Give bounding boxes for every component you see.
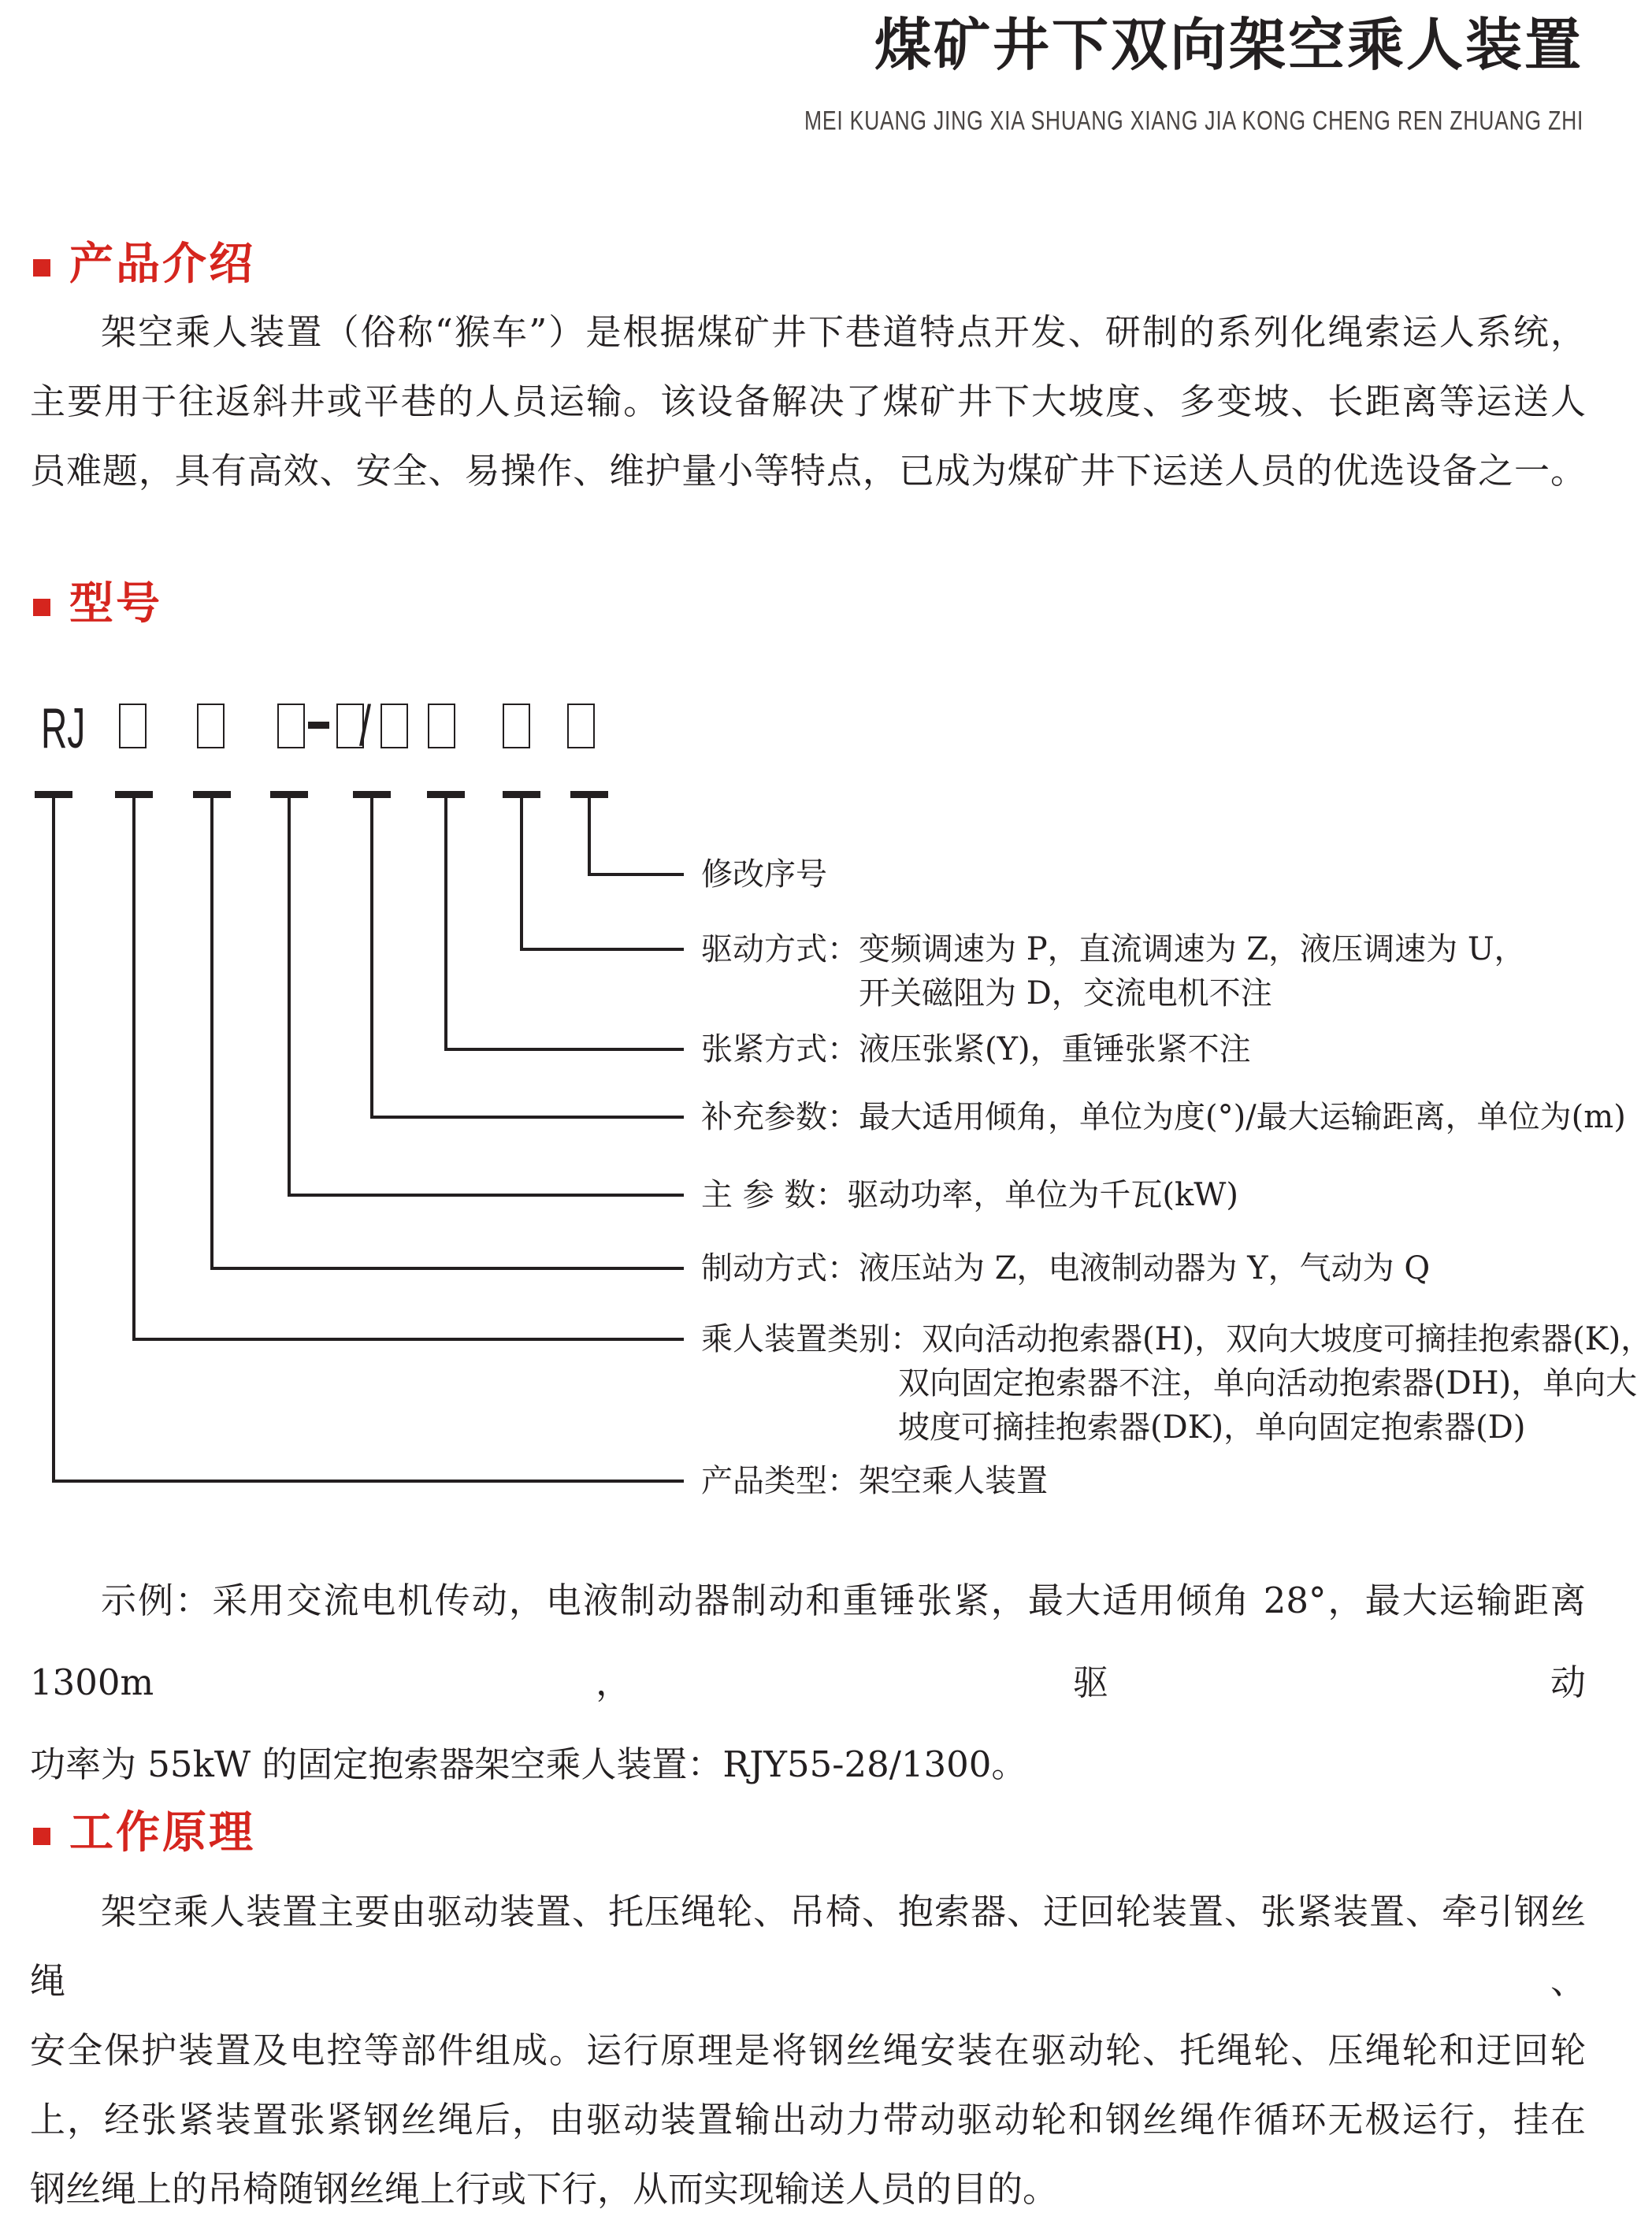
legend-line: 修改序号 <box>701 856 827 893</box>
section-heading-working-principle <box>33 1807 255 1858</box>
model-example-paragraph <box>30 1560 1586 1806</box>
model-leader-vline-4 <box>288 791 291 1197</box>
principle-paragraph <box>30 1877 1586 2224</box>
legend-line: 产品类型：架空乘人装置 <box>701 1463 1048 1499</box>
model-leader-hline-1 <box>52 1480 684 1483</box>
paragraph-line: 示例：采用交流电机传动，电液制动器制动和重锤张紧，最大适用倾角 28°，最大运输距离 1300m，驱动 <box>30 1580 1586 1703</box>
legend-line: 坡度可摘挂抱索器(DK)，单向固定抱索器(D) <box>898 1409 1526 1446</box>
legend-revision-number <box>701 852 1611 897</box>
legend-line: 双向固定抱索器不注，单向活动抱索器(DH)，单向大 <box>898 1365 1638 1402</box>
model-leader-vline-5 <box>370 791 373 1119</box>
legend-line: 主 参 数：驱动功率，单位为千瓦(kW) <box>701 1177 1238 1213</box>
page-title-pinyin: MEI KUANG JING XIA SHUANG XIANG JIA KONG CHENG REN ZHUANG ZHI <box>804 105 1583 136</box>
section-title-working-principle: 工作原理 <box>69 1807 255 1857</box>
model-leader-hline-5 <box>370 1116 684 1119</box>
legend-line: 乘人装置类别：双向活动抱索器(H)，双向大坡度可摘挂抱索器(K)， <box>701 1321 1652 1357</box>
legend-drive-mode <box>701 927 1611 1015</box>
intro-paragraph <box>30 298 1586 506</box>
model-leader-hline-6 <box>444 1048 684 1051</box>
model-box-3 <box>277 704 305 748</box>
legend-line: 开关磁阻为 D，交流电机不注 <box>859 975 1272 1012</box>
section-title-model: 型号 <box>69 578 162 628</box>
model-prefix: RJ <box>41 697 86 760</box>
model-slash: / <box>359 695 372 758</box>
model-box-2 <box>197 704 225 748</box>
model-leader-vline-7 <box>520 791 523 951</box>
model-leader-vline-3 <box>210 791 213 1270</box>
model-leader-hline-3 <box>210 1267 684 1270</box>
model-box-1 <box>119 704 147 748</box>
legend-line: 张紧方式：液压张紧(Y)，重锤张紧不注 <box>701 1031 1251 1067</box>
model-leader-hline-8 <box>588 873 684 876</box>
model-leader-hline-7 <box>520 948 684 951</box>
model-dash <box>308 722 329 729</box>
legend-tension-mode <box>701 1027 1611 1071</box>
section-heading-model <box>33 578 162 629</box>
model-leader-hline-2 <box>132 1338 684 1341</box>
legend-line: 驱动方式：变频调速为 P，直流调速为 Z，液压调速为 U， <box>701 931 1526 967</box>
model-box-5 <box>381 704 408 748</box>
legend-brake-mode <box>701 1246 1611 1290</box>
red-square-bullet-icon <box>33 259 50 277</box>
paragraph-line: 架空乘人装置主要由驱动装置、托压绳轮、吊椅、抱索器、迂回轮装置、张紧装置、牵引钢丝绳、 <box>30 1891 1586 2002</box>
legend-line: 补充参数：最大适用倾角，单位为度(°)/最大运输距离，单位为(m) <box>701 1099 1626 1135</box>
model-leader-vline-8 <box>588 791 591 876</box>
section-title-product-intro: 产品介绍 <box>69 239 255 288</box>
paragraph-line: 钢丝绳上的吊椅随钢丝绳上行或下行，从而实现输送人员的目的。 <box>30 2168 1059 2210</box>
red-square-bullet-icon <box>33 1828 50 1845</box>
section-heading-product-intro <box>33 239 255 289</box>
model-leader-hline-4 <box>288 1194 684 1197</box>
model-leader-vline-1 <box>52 791 55 1483</box>
paragraph-line: 员难题，具有高效、安全、易操作、维护量小等特点，已成为煤矿井下运送人员的优选设备之一。 <box>30 450 1586 492</box>
model-leader-vline-2 <box>132 791 136 1341</box>
paragraph-line: 功率为 55kW 的固定抱索器架空乘人装置：RJY55-28/1300。 <box>30 1743 1027 1785</box>
paragraph-line: 安全保护装置及电控等部件组成。运行原理是将钢丝绳安装在驱动轮、托绳轮、压绳轮和迂回轮 <box>30 2029 1586 2071</box>
legend-line: 制动方式：液压站为 Z，电液制动器为 Y，气动为 Q <box>701 1250 1431 1287</box>
legend-rider-device-category <box>701 1317 1652 1450</box>
model-box-6 <box>428 704 455 748</box>
paragraph-line: 架空乘人装置（俗称“猴车”）是根据煤矿井下巷道特点开发、研制的系列化绳索运人系统， <box>101 311 1586 353</box>
model-box-7 <box>503 704 530 748</box>
model-box-8 <box>567 704 595 748</box>
legend-product-type <box>701 1459 1611 1503</box>
red-square-bullet-icon <box>33 599 50 616</box>
paragraph-line: 上，经张紧装置张紧钢丝绳后，由驱动装置输出动力带动驱动轮和钢丝绳作循环无极运行，挂在 <box>30 2099 1586 2140</box>
paragraph-line: 主要用于往返斜井或平巷的人员运输。该设备解决了煤矿井下大坡度、多变坡、长距离等运送人 <box>30 381 1586 422</box>
legend-main-parameter <box>701 1173 1611 1217</box>
page-title: 煤矿井下双向架空乘人装置 <box>874 14 1583 77</box>
legend-supplementary-parameters <box>701 1095 1626 1139</box>
model-leader-vline-6 <box>444 791 447 1051</box>
